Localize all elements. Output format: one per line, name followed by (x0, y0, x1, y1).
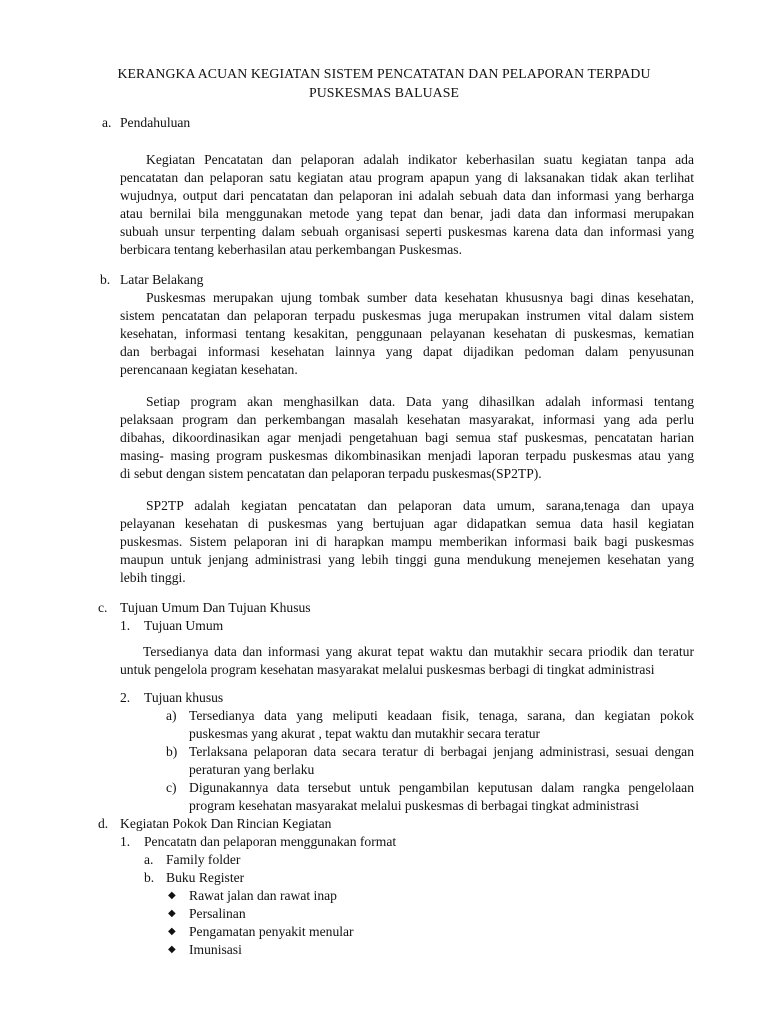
section-d-sub1-marker: 1. (120, 834, 131, 849)
diamond-bullet-icon: ◆ (168, 926, 176, 937)
diamond-bullet-icon: ◆ (168, 890, 176, 901)
format-item-b-label: Buku Register (166, 870, 245, 885)
section-c-sub1-line: untuk pengelola program kesehatan masyarakat melalui puskesmas berbagi di tingkat administrasi (120, 662, 655, 677)
section-a-line: subuah unsur terpenting dalam sebuah organisasi seperti puskesmas karena data dan informasi yang (120, 224, 694, 239)
objective-item-line: program kesehatan masyarakat melalui puskesmas di berbagai tingkat administrasi (189, 798, 639, 813)
register-list-item: Imunisasi (189, 942, 242, 957)
section-c-sub1-marker: 1. (120, 618, 131, 633)
register-list-item: Persalinan (189, 906, 246, 921)
section-c-sub2-marker: 2. (120, 690, 131, 705)
section-d-heading: Kegiatan Pokok Dan Rincian Kegiatan (120, 816, 332, 831)
section-a-line: berbicara tentang keberhasilan atau perkembangan Puskesmas. (120, 242, 462, 257)
section-a-heading: Pendahuluan (120, 115, 191, 130)
format-item-a-marker: a. (144, 852, 154, 867)
objective-item-line: Terlaksana pelaporan data secara teratur di berbagai jenjang administrasi, sesuai dengan (189, 744, 694, 759)
section-a-line: wujudnya, output dari pencatatan dan pelaporan ini adalah sebuah data dan informasi yang berharga (120, 188, 694, 203)
section-b-p1-line: sistem pencatatan dan pelaporan terpadu puskesmas juga merupakan instrumen vital dalam sistem (120, 308, 694, 323)
format-item-b-marker: b. (144, 870, 155, 885)
section-b-p1-line: Puskesmas merupakan ujung tombak sumber data kesehatan khususnya bagi dinas kesehatan, (146, 290, 694, 305)
section-c-sub1-line: Tersedianya data dan informasi yang akurat tepat waktu dan mutakhir secara priodik dan teratur (143, 644, 694, 659)
section-c-sub1-heading: Tujuan Umum (144, 618, 224, 633)
section-b-p1-line: perencanaan kegiatan kesehatan. (120, 362, 298, 377)
section-b-p1-line: kesehatan, informasi tentang kesakitan, penggunaan pelayanan kesehatan di puskesmas, kematian (120, 326, 694, 341)
section-b-p2-line: dibahas, dikoordinasikan agar menjadi pengetahuan bagi semua staf puskesmas, pencatatan harian (120, 430, 694, 445)
section-b-p2-line: di sebut dengan sistem pencatatan dan pelaporan terpadu puskesmas(SP2TP). (120, 466, 542, 481)
section-a-marker: a. (102, 115, 112, 130)
diamond-bullet-icon: ◆ (168, 908, 176, 919)
section-d-sub1-heading: Pencatatn dan pelaporan menggunakan format (144, 834, 397, 849)
section-b-p3-line: pelayanan kesehatan di puskesmas yang bertujuan agar didapatkan semua data hasil kegiatan (120, 516, 694, 531)
section-b-p2-line: masing- masing program puskesmas dikombinasikan menjadi laporan terpadu puskesmas atau yang (120, 448, 694, 463)
section-b-heading: Latar Belakang (120, 272, 204, 287)
section-b-p3-line: lebih tinggi. (120, 570, 186, 585)
section-b-p3-line: maupun untuk jenjang administrasi yang lebih tinggi guna mendukung menejemen kesehatan yang (120, 552, 694, 567)
objective-item-marker: a) (166, 708, 177, 723)
section-a-line: pencatatan dan pelaporan satu kegiatan atau program apapun yang di laksanakan tidak akan terlihat (120, 170, 694, 185)
objective-item-line: puskesmas yang akurat , tepat waktu dan mutakhir secara teratur (189, 726, 541, 741)
section-d-marker: d. (98, 816, 109, 831)
title-line-1: KERANGKA ACUAN KEGIATAN SISTEM PENCATATAN DAN PELAPORAN TERPADU (117, 66, 651, 81)
section-b-p2-line: pelaksaan program dan perkembangan masalah kesehatan masyarakat, informasi yang ada perlu (120, 412, 694, 427)
objective-item-line: Tersedianya data yang meliputi keadaan fisik, tenaga, sarana, dan kegiatan pokok (189, 708, 694, 723)
objective-item-line: peraturan yang berlaku (189, 762, 315, 777)
section-c-heading: Tujuan Umum Dan Tujuan Khusus (120, 600, 311, 615)
section-b-p1-line: dan berbagai informasi kesehatan lainnya yang dapat dijadikan pedoman dalam penyusunan (120, 344, 694, 359)
register-list-item: Pengamatan penyakit menular (189, 924, 354, 939)
section-a-line: Kegiatan Pencatatan dan pelaporan adalah indikator keberhasilan suatu kegiatan tanpa ada (146, 152, 694, 167)
document-title (60, 64, 708, 102)
section-b-p3-line: SP2TP adalah kegiatan pencatatan dan pelaporan data umum, sarana,tenaga dan upaya (146, 498, 694, 513)
section-a-line: atau bernilai bila menggunakan metode yang tepat dan benar, jadi data dan informasi merupakan (120, 206, 694, 221)
objective-item-marker: c) (166, 780, 177, 795)
objective-item-marker: b) (166, 744, 178, 759)
diamond-bullet-icon: ◆ (168, 944, 176, 955)
objective-item-line: Digunakannya data tersebut untuk pengambilan keputusan dalam rangka pengelolaan (189, 780, 694, 795)
section-c-marker: c. (98, 600, 108, 615)
section-c-sub2-heading: Tujuan khusus (144, 690, 224, 705)
format-item-a-label: Family folder (166, 852, 241, 867)
section-b-p2-line: Setiap program akan menghasilkan data. Data yang dihasilkan adalah informasi tentang (146, 394, 694, 409)
section-b-p3-line: puskesmas. Sistem pelaporan ini di harapkan mampu memberikan informasi baik bagi puskesmas (120, 534, 694, 549)
section-b-marker: b. (100, 272, 111, 287)
title-line-2: PUSKESMAS BALUASE (308, 85, 460, 100)
register-list-item: Rawat jalan dan rawat inap (189, 888, 337, 903)
